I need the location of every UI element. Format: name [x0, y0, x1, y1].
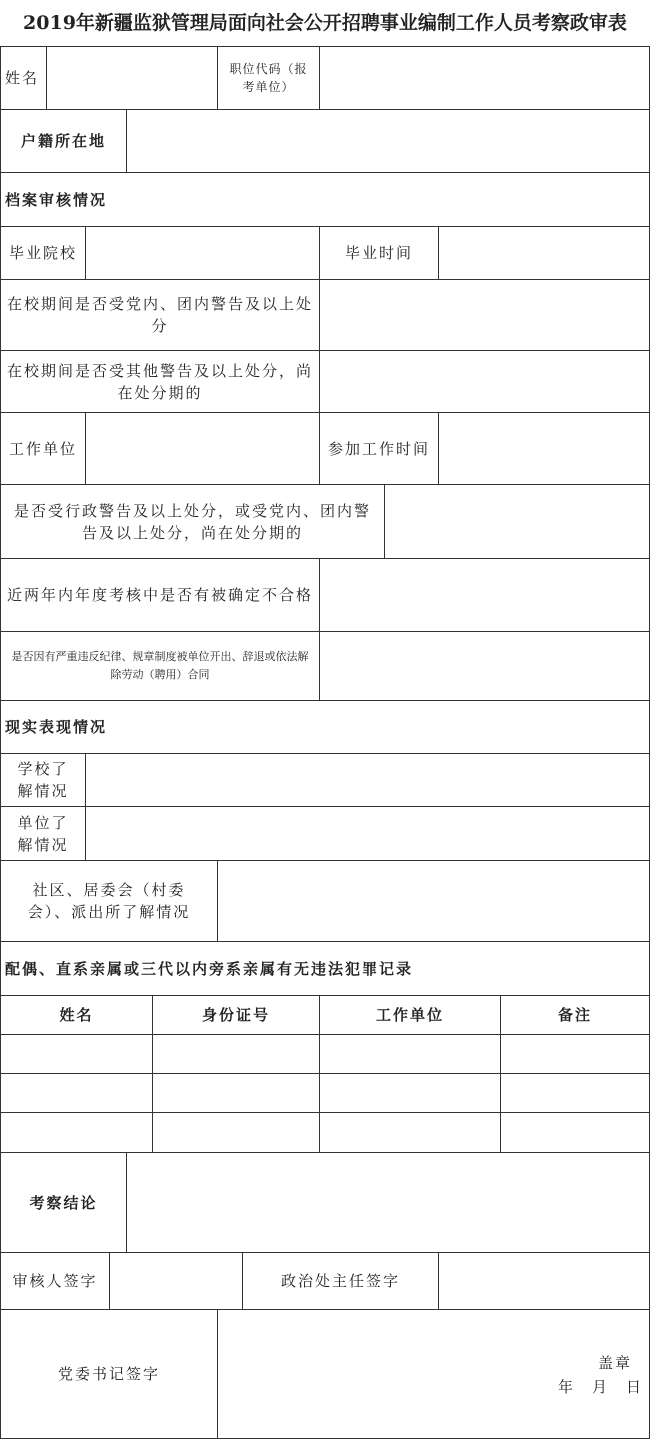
party-secretary-sign-label: 党委书记签字 [0, 1309, 218, 1439]
other-warning-label: 在校期间是否受其他警告及以上处分，尚在处分期的 [0, 350, 320, 413]
relatives-header-id: 身份证号 [152, 995, 320, 1035]
relatives-cell[interactable] [152, 1073, 320, 1113]
name-label: 姓名 [0, 46, 47, 110]
relatives-cell[interactable] [0, 1073, 153, 1113]
political-director-sign-label: 政治处主任签字 [242, 1252, 439, 1310]
relatives-section-header: 配偶、直系亲属或三代以内旁系亲属有无违法犯罪记录 [0, 941, 650, 996]
name-field[interactable] [46, 46, 218, 110]
party-warning-label: 在校期间是否受党内、团内警告及以上处分 [0, 279, 320, 351]
conclusion-label: 考察结论 [0, 1152, 127, 1253]
reviewer-sign-label: 审核人签字 [0, 1252, 110, 1310]
graduate-time-label: 毕业时间 [319, 226, 439, 280]
relatives-cell[interactable] [319, 1073, 501, 1113]
work-unit-field[interactable] [85, 412, 320, 485]
reviewer-sign-field[interactable] [109, 1252, 243, 1310]
household-field[interactable] [126, 109, 650, 173]
household-label: 户籍所在地 [0, 109, 127, 173]
position-code-label: 职位代码（报考单位） [217, 46, 320, 110]
relatives-cell[interactable] [319, 1112, 501, 1153]
other-warning-field[interactable] [319, 350, 650, 413]
dismissal-field[interactable] [319, 631, 650, 701]
community-info-label: 社区、居委会（村委会）、派出所了解情况 [0, 860, 218, 942]
admin-warning-label: 是否受行政警告及以上处分，或受党内、团内警告及以上处分，尚在处分期的 [0, 484, 385, 559]
annual-review-field[interactable] [319, 558, 650, 632]
party-warning-field[interactable] [319, 279, 650, 351]
party-secretary-sign-field[interactable] [217, 1309, 650, 1439]
political-director-sign-field[interactable] [438, 1252, 650, 1310]
unit-info-label: 单位了解情况 [0, 806, 86, 861]
relatives-header-name: 姓名 [0, 995, 153, 1035]
relatives-cell[interactable] [0, 1112, 153, 1153]
date-text: 年 月 日 [558, 1378, 644, 1396]
relatives-cell[interactable] [152, 1112, 320, 1153]
seal-text: 盖章 [598, 1354, 633, 1372]
annual-review-label: 近两年内年度考核中是否有被确定不合格 [0, 558, 320, 632]
relatives-cell[interactable] [500, 1073, 650, 1113]
relatives-cell[interactable] [500, 1112, 650, 1153]
unit-info-field[interactable] [85, 806, 650, 861]
conclusion-field[interactable] [126, 1152, 650, 1253]
school-info-label: 学校了解情况 [0, 753, 86, 807]
graduate-school-field[interactable] [85, 226, 320, 280]
school-info-field[interactable] [85, 753, 650, 807]
form-title: 2019年新疆监狱管理局面向社会公开招聘事业编制工作人员考察政审表 [23, 12, 627, 34]
dismissal-label: 是否因有严重违反纪律、规章制度被单位开出、辞退或依法解除劳动（聘用）合同 [0, 631, 320, 701]
work-start-label: 参加工作时间 [319, 412, 439, 485]
graduate-school-label: 毕业院校 [0, 226, 86, 280]
relatives-cell[interactable] [500, 1034, 650, 1074]
graduate-time-field[interactable] [438, 226, 650, 280]
relatives-cell[interactable] [319, 1034, 501, 1074]
relatives-header-work-unit: 工作单位 [319, 995, 501, 1035]
admin-warning-field[interactable] [384, 484, 650, 559]
position-code-field[interactable] [319, 46, 650, 110]
work-unit-label: 工作单位 [0, 412, 86, 485]
archive-section-header: 档案审核情况 [0, 172, 650, 227]
relatives-cell[interactable] [0, 1034, 153, 1074]
work-start-field[interactable] [438, 412, 650, 485]
community-info-field[interactable] [217, 860, 650, 942]
relatives-cell[interactable] [152, 1034, 320, 1074]
relatives-header-remark: 备注 [500, 995, 650, 1035]
actual-section-header: 现实表现情况 [0, 700, 650, 754]
